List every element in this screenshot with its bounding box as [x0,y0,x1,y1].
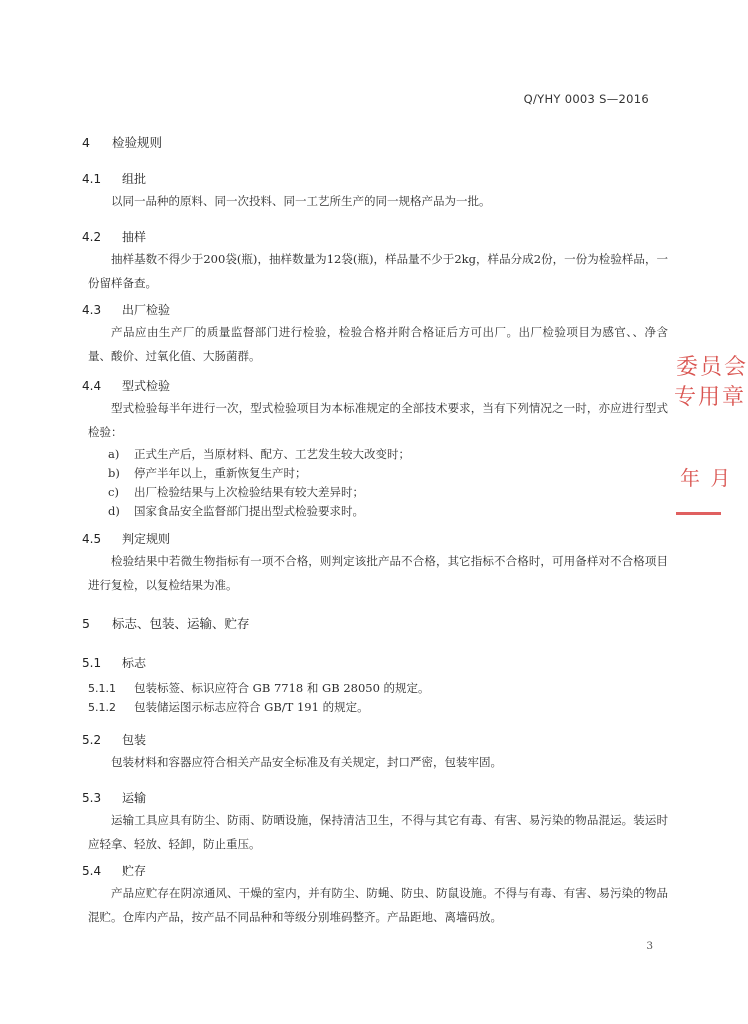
section-4-1-heading: 4.1 组批 [82,172,147,186]
list-item: d) 国家食品安全监督部门提出型式检验要求时。 [108,504,364,518]
section-5-1-heading: 5.1 标志 [82,656,147,670]
red-seal-stamp [672,340,748,520]
section-5-3-heading: 5.3 运输 [82,791,147,805]
standard-code: Q/YHY 0003 S—2016 [523,92,649,106]
section-5-heading: 5 标志、包装、运输、贮存 [82,616,250,631]
section-4-3-text: 产品应由生产厂的质量监督部门进行检验，检验合格并附合格证后方可出厂。出厂检验项目为感官、、净含量、酸价、过氧化值、大肠菌群。 [88,325,668,363]
stamp-line-1: 委员会 [676,355,748,380]
section-5-3-text: 运输工具应具有防尘、防雨、防晒设施，保持清洁卫生，不得与其它有毒、有害、易污染的物品混运。装运时应轻拿、轻放、轻卸，防止重压。 [88,813,668,851]
stamp-divider [676,512,721,515]
section-4-2-text: 抽样基数不得少于200袋(瓶)，抽样数量为12袋(瓶)，样品量不少于2kg，样品分成2份，一份为检验样品，一份留样备查。 [88,252,668,290]
page-number: 3 [646,940,653,952]
stamp-line-2: 专用章 [674,385,747,410]
section-4-1-text: 以同一品种的原料、同一次投料、同一工艺所生产的同一规格产品为一批。 [111,194,491,208]
section-4-heading [82,133,162,151]
section-number: 4 [82,135,90,150]
list-item: c) 出厂检验结果与上次检验结果有较大差异时； [108,485,364,499]
list-item: b) 停产半年以上，重新恢复生产时； [108,466,307,480]
section-4-5-heading: 4.5 判定规则 [82,532,171,546]
section-4-3-heading: 4.3 出厂检验 [82,303,171,317]
subsection-5-1-1: 5.1.1 包装标签、标识应符合 GB 7718 和 GB 28050 的规定。 [88,681,430,695]
section-4-2-heading: 4.2 抽样 [82,230,147,244]
section-4-4-heading: 4.4 型式检验 [82,379,171,393]
section-4-5-text: 检验结果中若微生物指标有一项不合格，则判定该批产品不合格，其它指标不合格时，可用备样对不合格项目进行复检，以复检结果为准。 [88,554,668,592]
section-5-4-text: 产品应贮存在阴凉通风、干燥的室内，并有防尘、防蝇、防虫、防鼠设施。不得与有毒、有害、易污染的物品混贮。仓库内产品，按产品不同品种和等级分别堆码整齐。产品距地、离墙码放。 [88,886,668,924]
section-5-4-heading: 5.4 贮存 [82,864,147,878]
section-5-2-text: 包装材料和容器应符合相关产品安全标准及有关规定，封口严密，包装牢固。 [111,755,502,769]
section-5-2-heading: 5.2 包装 [82,733,147,747]
subsection-5-1-2: 5.1.2 包装储运图示标志应符合 GB/T 191 的规定。 [88,700,369,714]
section-4-4-text: 型式检验每半年进行一次，型式检验项目为本标准规定的全部技术要求，当有下列情况之一时，亦应进行型式检验： [88,401,668,439]
stamp-line-3: 年 月 [680,466,733,490]
section-title: 检验规则 [112,135,163,150]
list-item: a) 正式生产后，当原材料、配方、工艺发生较大改变时； [108,447,410,461]
